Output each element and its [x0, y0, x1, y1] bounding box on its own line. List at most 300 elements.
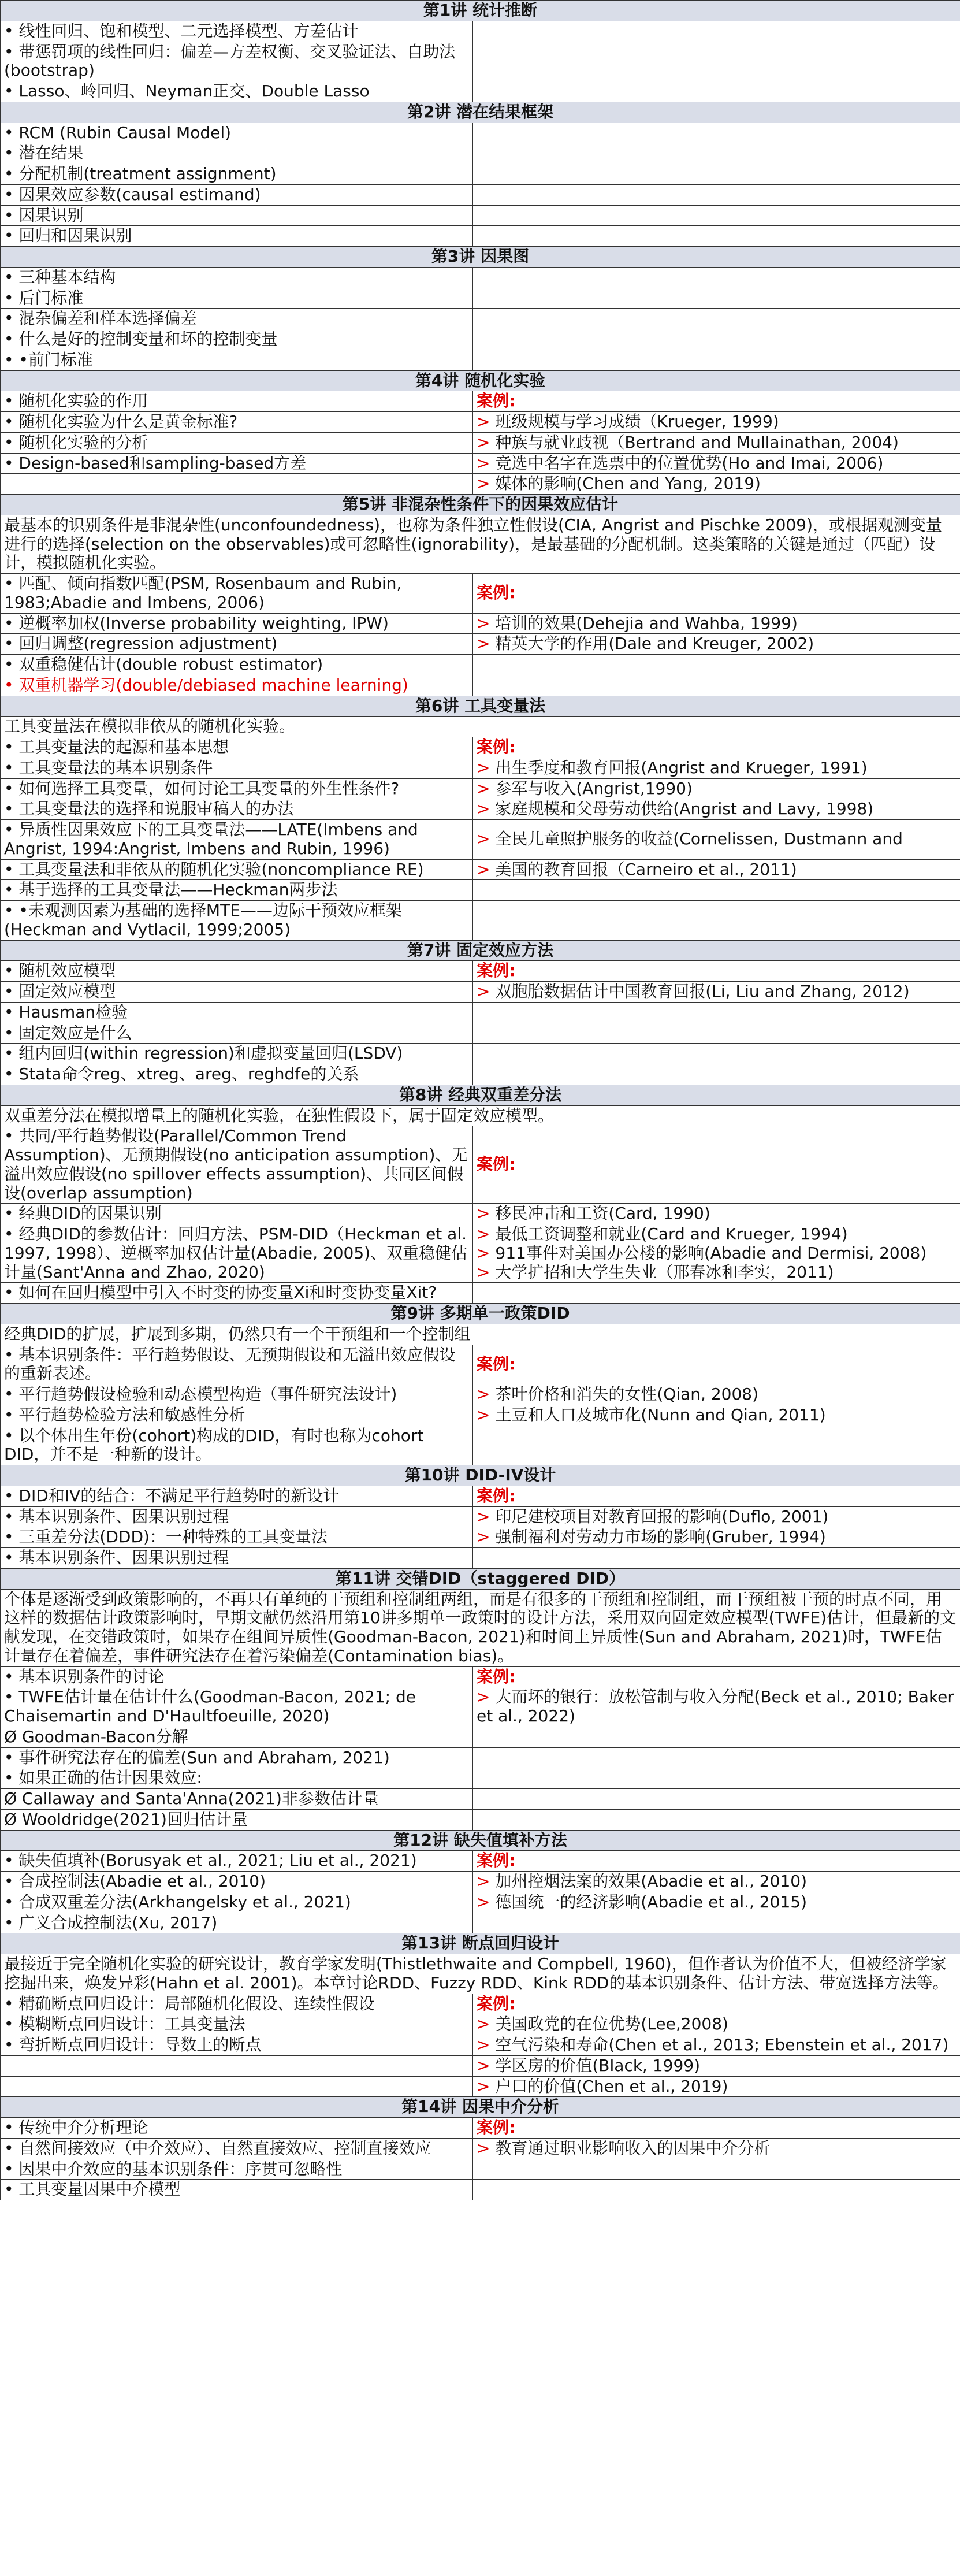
example-item: > 移民冲击和工资(Card, 1990) [477, 1204, 710, 1223]
topic-cell [1, 81, 473, 102]
example-line: > 最低工资调整和就业(Card and Krueger, 1994) [477, 1224, 848, 1244]
arrow-icon: > [477, 2035, 496, 2054]
table-row [1, 226, 960, 247]
table-row [1, 1126, 960, 1204]
section-title: 第11讲 交错DID（staggered DID） [1, 1568, 960, 1589]
topic-cell [1, 123, 473, 143]
topic-cell [1, 1789, 473, 1810]
example-cell [473, 1747, 960, 1768]
section-title: 第4讲 随机化实验 [1, 370, 960, 391]
cell-text: • 工具变量法的选择和说服审稿人的办法 [4, 799, 294, 819]
topic-cell [1, 329, 473, 350]
example-cell [473, 1994, 960, 2014]
table-row [1, 164, 960, 185]
arrow-icon: > [477, 1204, 496, 1223]
arrow-icon: > [477, 1243, 496, 1263]
topic-cell [1, 1486, 473, 1506]
topic-cell [1, 1405, 473, 1426]
arrow-icon: > [477, 829, 496, 849]
table-row [1, 1426, 960, 1465]
section-header [1, 696, 960, 717]
example-item: > 学区房的价值(Black, 1999) [477, 2055, 701, 2075]
table-row [1, 1283, 960, 1304]
cell-text: • 基本识别条件：平行趋势假设、无预期假设和无溢出效应假设的重新表述。 [4, 1345, 456, 1383]
example-item: > 竞选中名字在选票中的位置优势(Ho and Imai, 2006) [477, 453, 884, 473]
example-item: > 印尼建校项目对教育回报的影响(Duflo, 2001) [477, 1506, 829, 1526]
example-cell [473, 350, 960, 370]
example-cell [473, 1727, 960, 1747]
cell-text: Ø Callaway and Santa'Anna(2021)非参数估计量 [4, 1789, 379, 1808]
arrow-icon: > [477, 778, 496, 798]
table-row [1, 982, 960, 1003]
table-row [1, 655, 960, 675]
example-cell [473, 1283, 960, 1304]
cell-text: • 分配机制(treatment assignment) [4, 164, 277, 183]
cell-text: • 线性回归、饱和模型、二元选择模型、方差估计 [4, 21, 359, 40]
example-item: > 精英大学的作用(Dale and Kreuger, 2002) [477, 634, 814, 654]
example-cell [473, 1426, 960, 1465]
section-intro-row [1, 1105, 960, 1126]
section-header [1, 1, 960, 21]
table-row [1, 2118, 960, 2139]
example-cell [473, 1687, 960, 1727]
example-cell [473, 309, 960, 329]
cell-text: • 如何在回归模型中引入不时变的协变量Xi和时变协变量Xit? [4, 1283, 437, 1302]
topic-cell [1, 1747, 473, 1768]
example-item: > 强制福利对劳动力市场的影响(Gruber, 1994) [477, 1527, 826, 1547]
example-cell [473, 1126, 960, 1204]
section-intro: 个体是逐渐受到政策影响的，不再只有单纯的干预组和控制组两组，而是有很多的干预组和控制组，而干预组被干预的时点不同，用这样的数据估计政策影响时，早期文献仍然沿用第10讲多期单一政策时的设计方法，采用双向固定效应模型(TWFE)估计，但最新的文献发现，在交错政策时，如果存在组间异质性(Goodman-Bacon, 2021)和时间上异质性(Sun and Abraham, 2021)时，TWFE估计量存在着偏差，事件研究法存在着污染偏差(Contamination bias)。 [1, 1589, 960, 1666]
table-row [1, 81, 960, 102]
arrow-icon: > [477, 2055, 496, 2075]
table-row [1, 1527, 960, 1548]
example-cell [473, 1789, 960, 1810]
example-line: > 911事件对美国办公楼的影响(Abadie and Dermisi, 2008) [477, 1243, 927, 1263]
table-row [1, 123, 960, 143]
example-item: > 双胞胎数据估计中国教育回报(Li, Liu and Zhang, 2012) [477, 982, 910, 1001]
topic-cell [1, 1527, 473, 1548]
example-cell [473, 2180, 960, 2200]
example-item: > 教育通过职业影响收入的因果中介分析 [477, 2138, 771, 2158]
table-row [1, 391, 960, 412]
table-row [1, 1345, 960, 1384]
example-cell [473, 1892, 960, 1913]
section-header [1, 1933, 960, 1954]
example-item: > 家庭规模和父母劳动供给(Angrist and Lavy, 1998) [477, 799, 874, 819]
cell-text: • 基本识别条件、因果识别过程 [4, 1548, 229, 1567]
arrow-icon: > [477, 2014, 496, 2034]
case-label: 案例: [477, 1486, 516, 1505]
topic-cell [1, 42, 473, 81]
example-cell [473, 1002, 960, 1023]
arrow-icon: > [477, 412, 496, 431]
table-row [1, 205, 960, 226]
topic-cell [1, 164, 473, 185]
table-row [1, 432, 960, 453]
cell-text: • 混杂偏差和样本选择偏差 [4, 309, 197, 328]
example-cell [473, 574, 960, 614]
cell-text: • 共同/平行趋势假设(Parallel/Common Trend Assumption)、无预期假设(no anticipation assumption)、无溢出效应假设(no spillover effects assumption)、共同区间假设(overlap assumption) [4, 1126, 468, 1202]
case-label: 案例: [477, 1851, 516, 1870]
cell-text: • •未观测因素为基础的选择MTE——边际干预效应框架(Heckman and Vytlacil, 1999;2005) [4, 901, 402, 939]
topic-cell [1, 859, 473, 880]
cell-text: • 双重机器学习(double/debiased machine learning) [4, 675, 408, 695]
topic-cell [1, 737, 473, 758]
topic-cell [1, 574, 473, 614]
cell-text: • 经典DID的因果识别 [4, 1204, 162, 1223]
topic-cell [1, 799, 473, 820]
topic-cell [1, 1224, 473, 1283]
topic-cell [1, 820, 473, 860]
example-cell [473, 391, 960, 412]
example-cell [473, 123, 960, 143]
section-header [1, 2097, 960, 2118]
example-line: > 大学扩招和大学生失业（邢春冰和李实，2011) [477, 1262, 834, 1282]
topic-cell [1, 1892, 473, 1913]
example-item: > 土豆和人口及城市化(Nunn and Qian, 2011) [477, 1405, 826, 1424]
table-row [1, 21, 960, 42]
table-row [1, 288, 960, 309]
topic-cell [1, 880, 473, 901]
topic-cell [1, 1002, 473, 1023]
topic-cell [1, 143, 473, 164]
table-row [1, 2035, 960, 2056]
cell-text: • DID和IV的结合：不满足平行趋势时的新设计 [4, 1486, 340, 1505]
arrow-icon: > [477, 1384, 496, 1404]
example-cell [473, 901, 960, 941]
section-title: 第6讲 工具变量法 [1, 696, 960, 717]
cell-text: • 以个体出生年份(cohort)构成的DID，有时也称为cohort DID，并不是一种新的设计。 [4, 1426, 424, 1464]
example-item: > 参军与收入(Angrist,1990) [477, 778, 693, 798]
section-header [1, 1465, 960, 1486]
cell-text: • 经典DID的参数估计：回归方法、PSM-DID（Heckman et al. 1997, 1998）、逆概率加权估计量(Abadie, 2005)、双重稳健估计量(Sant'Anna and Zhao, 2020) [4, 1224, 468, 1282]
section-intro: 工具变量法在模拟非依从的随机化实验。 [1, 717, 960, 737]
example-cell [473, 1224, 960, 1283]
topic-cell [1, 982, 473, 1003]
example-cell [473, 799, 960, 820]
section-header [1, 940, 960, 961]
arrow-icon: > [477, 982, 496, 1001]
table-row [1, 1994, 960, 2014]
example-item: > 美国政党的在位优势(Lee,2008) [477, 2014, 728, 2034]
cell-text: • 随机效应模型 [4, 961, 116, 981]
cell-text: • 工具变量法和非依从的随机化实验(noncompliance RE) [4, 859, 424, 879]
example-cell [473, 880, 960, 901]
section-header [1, 1304, 960, 1324]
example-cell [473, 432, 960, 453]
cell-text: • 平行趋势检验方法和敏感性分析 [4, 1405, 245, 1424]
example-item: > 班级规模与学习成绩（Krueger, 1999) [477, 412, 779, 431]
cell-text: • Design-based和sampling-based方差 [4, 453, 307, 473]
topic-cell [1, 474, 473, 495]
arrow-icon: > [477, 1872, 496, 1891]
example-cell [473, 961, 960, 982]
topic-cell [1, 634, 473, 655]
cell-text: • 回归调整(regression adjustment) [4, 634, 278, 654]
example-cell [473, 655, 960, 675]
example-cell [473, 634, 960, 655]
example-cell [473, 329, 960, 350]
section-intro: 最基本的识别条件是非混杂性(unconfoundedness)，也称为条件独立性假设(CIA, Angrist and Pischke 2009)，或根据观测变量进行的选择(selection on the observables)或可忽略性(ignorability)，是最基础的分配机制。这类策略的关键是通过（匹配）设计，模拟随机化实验。 [1, 515, 960, 573]
table-row [1, 412, 960, 433]
cell-text: • 如何选择工具变量，如何讨论工具变量的外生性条件? [4, 778, 400, 798]
topic-cell [1, 267, 473, 288]
table-row [1, 613, 960, 634]
example-cell [473, 2014, 960, 2035]
cell-text: • 随机化实验的分析 [4, 432, 148, 452]
example-cell [473, 1913, 960, 1933]
arrow-icon: > [477, 474, 496, 493]
arrow-icon: > [477, 453, 496, 473]
table-row [1, 1913, 960, 1933]
table-row [1, 1405, 960, 1426]
topic-cell [1, 1666, 473, 1687]
table-row [1, 1892, 960, 1913]
topic-cell [1, 1872, 473, 1892]
cell-text: • TWFE估计量在估计什么(Goodman-Bacon, 2021; de Chaisemartin and D'Haultfoeuille, 2020) [4, 1687, 416, 1725]
example-cell [473, 1809, 960, 1830]
cell-text: • 三重差分法(DDD)：一种特殊的工具变量法 [4, 1527, 328, 1547]
cell-text: • 基本识别条件、因果识别过程 [4, 1506, 229, 1526]
topic-cell [1, 1687, 473, 1727]
example-cell [473, 1486, 960, 1506]
section-title: 第10讲 DID-IV设计 [1, 1465, 960, 1486]
section-intro-row [1, 515, 960, 573]
table-row [1, 799, 960, 820]
section-title: 第2讲 潜在结果框架 [1, 102, 960, 123]
example-cell [473, 474, 960, 495]
section-title: 第14讲 因果中介分析 [1, 2097, 960, 2118]
topic-cell [1, 778, 473, 799]
arrow-icon: > [477, 634, 496, 654]
table-row [1, 474, 960, 495]
table-row [1, 1666, 960, 1687]
example-cell [473, 2159, 960, 2180]
section-header [1, 1568, 960, 1589]
example-item: > 加州控烟法案的效果(Abadie et al., 2010) [477, 1872, 807, 1891]
example-cell [473, 288, 960, 309]
topic-cell [1, 1768, 473, 1789]
topic-cell [1, 412, 473, 433]
example-cell [473, 1064, 960, 1085]
cell-text: • 缺失值填补(Borusyak et al., 2021; Liu et al., 2021) [4, 1851, 417, 1870]
table-row [1, 880, 960, 901]
section-intro-row [1, 1589, 960, 1666]
cell-text: • 潜在结果 [4, 143, 84, 163]
table-row [1, 820, 960, 860]
topic-cell [1, 226, 473, 247]
table-row [1, 1224, 960, 1283]
topic-cell [1, 1913, 473, 1933]
section-intro: 双重差分法在模拟增量上的随机化实验，在独性假设下，属于固定效应模型。 [1, 1105, 960, 1126]
table-row [1, 1384, 960, 1405]
cell-text: • 双重稳健估计(double robust estimator) [4, 655, 323, 674]
topic-cell [1, 432, 473, 453]
arrow-icon: > [477, 1224, 496, 1244]
table-row [1, 2180, 960, 2200]
cell-text: • 工具变量法的基本识别条件 [4, 758, 213, 777]
topic-cell [1, 1345, 473, 1384]
topic-cell [1, 1384, 473, 1405]
example-cell [473, 1044, 960, 1064]
table-row [1, 1872, 960, 1892]
example-cell [473, 737, 960, 758]
example-cell [473, 21, 960, 42]
section-title: 第7讲 固定效应方法 [1, 940, 960, 961]
example-cell [473, 758, 960, 778]
table-row [1, 758, 960, 778]
topic-cell [1, 21, 473, 42]
topic-cell [1, 2180, 473, 2200]
section-intro: 经典DID的扩展，扩展到多期，仍然只有一个干预组和一个控制组 [1, 1324, 960, 1345]
example-cell [473, 1851, 960, 1872]
example-cell [473, 1384, 960, 1405]
section-header [1, 1085, 960, 1105]
case-label: 案例: [477, 391, 516, 411]
cell-text: • 三种基本结构 [4, 267, 116, 287]
table-row [1, 961, 960, 982]
topic-cell [1, 613, 473, 634]
table-row [1, 350, 960, 370]
cell-text: • 什么是好的控制变量和坏的控制变量 [4, 329, 278, 348]
table-row [1, 1789, 960, 1810]
example-cell [473, 1548, 960, 1569]
cell-text: • 固定效应模型 [4, 982, 116, 1001]
cell-text: • Lasso、岭回归、Neyman正交、Double Lasso [4, 81, 370, 101]
table-row [1, 1486, 960, 1506]
topic-cell [1, 1283, 473, 1304]
cell-text: • 因果识别 [4, 205, 84, 225]
topic-cell [1, 758, 473, 778]
section-intro: 最接近于完全随机化实验的研究设计，教育学家发明(Thistlethwaite and Compbell, 1960)，但作者认为价值不大，但被经济学家挖掘出来，焕发异彩(Hahn et al. 2001)。本章讨论RDD、Fuzzy RDD、Kink RDD的基本识别条件、估计方法、带宽选择方法等。 [1, 1954, 960, 1994]
case-label: 案例: [477, 961, 516, 981]
topic-cell [1, 2138, 473, 2159]
table-row [1, 1064, 960, 1085]
example-cell [473, 143, 960, 164]
section-title: 第3讲 因果图 [1, 247, 960, 268]
arrow-icon: > [477, 758, 496, 777]
example-cell [473, 1527, 960, 1548]
table-row [1, 1747, 960, 1768]
table-row [1, 737, 960, 758]
table-row [1, 634, 960, 655]
cell-text: • 因果效应参数(causal estimand) [4, 184, 261, 204]
topic-cell [1, 1727, 473, 1747]
example-cell [473, 1768, 960, 1789]
table-row [1, 143, 960, 164]
cell-text: • 后门标准 [4, 288, 84, 307]
example-cell [473, 226, 960, 247]
example-item: > 媒体的影响(Chen and Yang, 2019) [477, 474, 761, 493]
example-item: > 种族与就业歧视（Bertrand and Mullainathan, 2004) [477, 432, 899, 452]
table-row [1, 2076, 960, 2097]
cell-text: • Stata命令reg、xtreg、areg、reghdfe的关系 [4, 1064, 359, 1083]
example-item: > 培训的效果(Dehejia and Wahba, 1999) [477, 613, 798, 633]
table-row [1, 2014, 960, 2035]
topic-cell [1, 309, 473, 329]
example-cell [473, 859, 960, 880]
example-item: > 户口的价值(Chen et al., 2019) [477, 2076, 728, 2096]
cell-text: • 异质性因果效应下的工具变量法——LATE(Imbens and Angrist, 1994:Angrist, Imbens and Rubin, 1996) [4, 820, 418, 858]
table-row [1, 778, 960, 799]
topic-cell [1, 453, 473, 474]
example-cell [473, 1405, 960, 1426]
section-title: 第8讲 经典双重差分法 [1, 1085, 960, 1105]
topic-cell [1, 1994, 473, 2014]
topic-cell [1, 961, 473, 982]
cell-text: • 平行趋势假设检验和动态模型构造（事件研究法设计) [4, 1384, 397, 1404]
example-cell [473, 453, 960, 474]
table-row [1, 184, 960, 205]
topic-cell [1, 1126, 473, 1204]
example-cell [473, 267, 960, 288]
arrow-icon: > [477, 1506, 496, 1526]
section-intro-row [1, 1324, 960, 1345]
case-label: 案例: [477, 1155, 516, 1174]
example-cell [473, 205, 960, 226]
case-label: 案例: [477, 1666, 516, 1686]
cell-text: • 事件研究法存在的偏差(Sun and Abraham, 2021) [4, 1747, 390, 1767]
arrow-icon: > [477, 1687, 496, 1707]
topic-cell [1, 350, 473, 370]
cell-text: • 传统中介分析理论 [4, 2118, 148, 2137]
example-item: > 德国统一的经济影响(Abadie et al., 2015) [477, 1892, 807, 1911]
arrow-icon: > [477, 1527, 496, 1547]
table-row [1, 1023, 960, 1044]
example-item: > 美国的教育回报（Carneiro et al., 2011) [477, 859, 797, 879]
cell-text: • 合成控制法(Abadie et al., 2010) [4, 1872, 266, 1891]
section-title: 第5讲 非混杂性条件下的因果效应估计 [1, 495, 960, 515]
section-title: 第1讲 统计推断 [1, 1, 960, 21]
topic-cell [1, 1548, 473, 1569]
cell-text: • 固定效应是什么 [4, 1023, 132, 1042]
section-title: 第9讲 多期单一政策DID [1, 1304, 960, 1324]
example-cell [473, 412, 960, 433]
topic-cell [1, 1426, 473, 1465]
table-row [1, 1044, 960, 1064]
cell-text: • 基于选择的工具变量法——Heckman两步法 [4, 880, 338, 900]
section-title: 第13讲 断点回归设计 [1, 1933, 960, 1954]
arrow-icon: > [477, 1892, 496, 1911]
topic-cell [1, 1044, 473, 1064]
example-cell [473, 2035, 960, 2056]
cell-text: Ø Wooldridge(2021)回归估计量 [4, 1809, 248, 1829]
example-cell [473, 42, 960, 81]
arrow-icon: > [477, 1262, 496, 1282]
arrow-icon: > [477, 432, 496, 452]
cell-text: • 如果正确的估计因果效应: [4, 1768, 202, 1788]
cell-text: • 模糊断点回归设计：工具变量法 [4, 2014, 245, 2034]
table-row [1, 1687, 960, 1727]
example-cell [473, 1666, 960, 1687]
section-header [1, 370, 960, 391]
cell-text: • 广义合成控制法(Xu, 2017) [4, 1913, 218, 1932]
section-header [1, 247, 960, 268]
section-header [1, 495, 960, 515]
arrow-icon: > [477, 859, 496, 879]
example-cell [473, 613, 960, 634]
cell-text: • 回归和因果识别 [4, 226, 132, 246]
topic-cell [1, 1064, 473, 1085]
topic-cell [1, 1204, 473, 1224]
topic-cell [1, 2055, 473, 2076]
cell-text: • 工具变量因果中介模型 [4, 2180, 181, 2199]
cell-text: • 自然间接效应（中介效应）、自然直接效应、控制直接效应 [4, 2138, 431, 2158]
topic-cell [1, 2159, 473, 2180]
topic-cell [1, 1809, 473, 1830]
arrow-icon: > [477, 2138, 496, 2158]
table-row [1, 2138, 960, 2159]
